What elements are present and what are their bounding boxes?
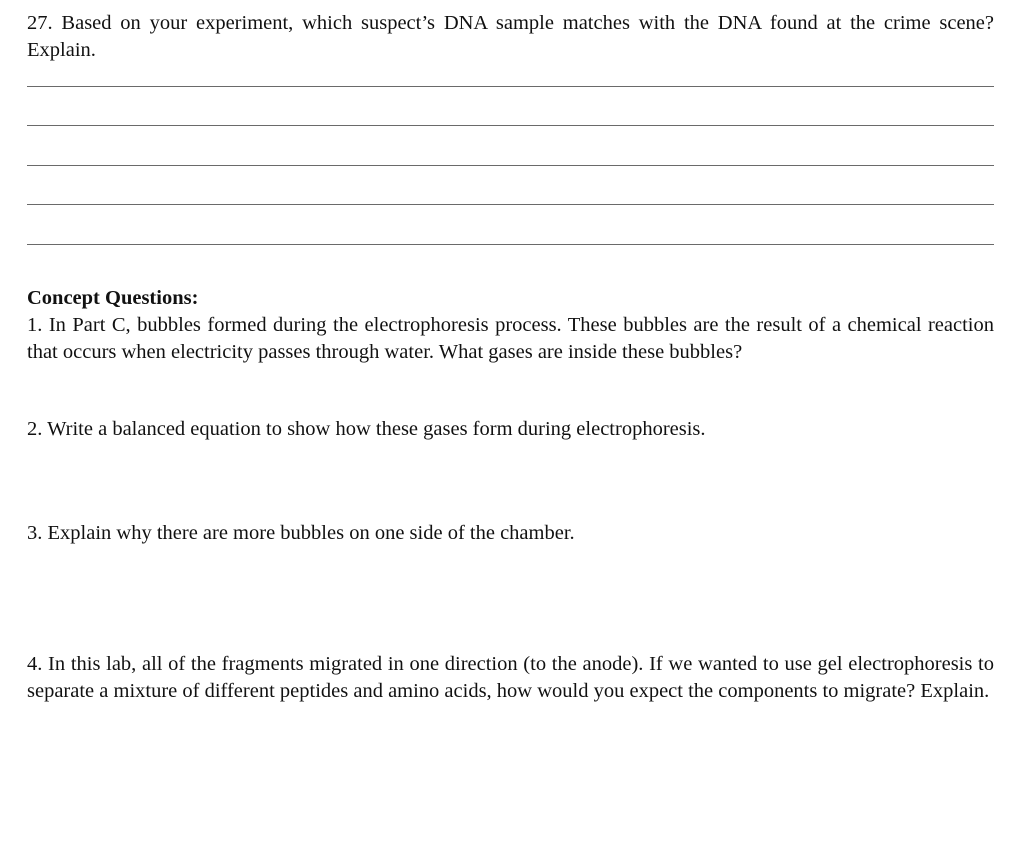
concept-question-2: 2. Write a balanced equation to show how these gases form during electrophoresis. bbox=[27, 418, 706, 440]
question-27-text: 27. Based on your experiment, which suspect’s DNA sample matches with the DNA found at the crime scene? Explain. bbox=[27, 12, 994, 61]
concept-question-4: 4. In this lab, all of the fragments migrated in one direction (to the anode). If we wanted to use gel electrophoresis to separate a mixture of different peptides and amino acids, how would you expect the components to migrate? Explain. bbox=[27, 653, 994, 702]
concept-question-1: 1. In Part C, bubbles formed during the electrophoresis process. These bubbles are the result of a chemical reaction that occurs when electricity passes through water. What gases are inside these bubbles? bbox=[27, 314, 994, 363]
concept-question-3: 3. Explain why there are more bubbles on one side of the chamber. bbox=[27, 522, 575, 544]
answer-line bbox=[27, 204, 994, 205]
answer-line bbox=[27, 86, 994, 87]
answer-line bbox=[27, 165, 994, 166]
concept-questions-heading: Concept Questions: bbox=[27, 287, 199, 309]
answer-line bbox=[27, 244, 994, 245]
answer-line bbox=[27, 125, 994, 126]
